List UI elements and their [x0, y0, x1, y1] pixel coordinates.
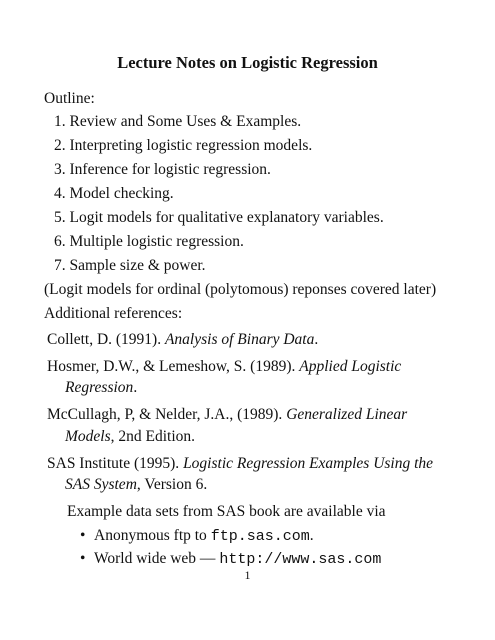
- outline-item-3: 3. Inference for logistic regression.: [54, 161, 271, 178]
- outline-note: (Logit models for ordinal (polytomous) reponses covered later): [44, 281, 437, 298]
- bullet-icon: •: [80, 527, 86, 544]
- references-heading: Additional references:: [44, 305, 183, 322]
- reference-hosmer: Hosmer, D.W., & Lemeshow, S. (1989). Applied Logistic: [47, 358, 402, 375]
- reference-mccullagh: McCullagh, P, & Nelder, J.A., (1989). Generalized Linear: [47, 406, 408, 423]
- outline-item-6: 6. Multiple logistic regression.: [54, 233, 244, 250]
- reference-hosmer-cont: Regression.: [65, 379, 138, 396]
- outline-heading: Outline:: [44, 90, 95, 107]
- bullet-www: • World wide web — http://www.sas.com: [80, 550, 382, 568]
- bullet-icon: •: [80, 550, 86, 567]
- outline-item-7: 7. Sample size & power.: [54, 257, 206, 274]
- reference-sas-cont: SAS System, Version 6.: [65, 476, 208, 493]
- page-title: Lecture Notes on Logistic Regression: [117, 53, 378, 72]
- data-sets-intro: Example data sets from SAS book are available via: [67, 503, 386, 520]
- page-number: 1: [244, 568, 251, 582]
- outline-item-4: 4. Model checking.: [54, 185, 174, 202]
- outline-item-1: 1. Review and Some Uses & Examples.: [54, 113, 302, 130]
- reference-sas: SAS Institute (1995). Logistic Regression Examples Using the: [47, 455, 434, 472]
- reference-mccullagh-cont: Models, 2nd Edition.: [65, 428, 196, 445]
- bullet-ftp: • Anonymous ftp to ftp.sas.com.: [80, 527, 314, 545]
- reference-collett: Collett, D. (1991). Analysis of Binary Data.: [47, 331, 319, 348]
- outline-item-2: 2. Interpreting logistic regression models.: [54, 137, 313, 154]
- outline-item-5: 5. Logit models for qualitative explanatory variables.: [54, 209, 384, 226]
